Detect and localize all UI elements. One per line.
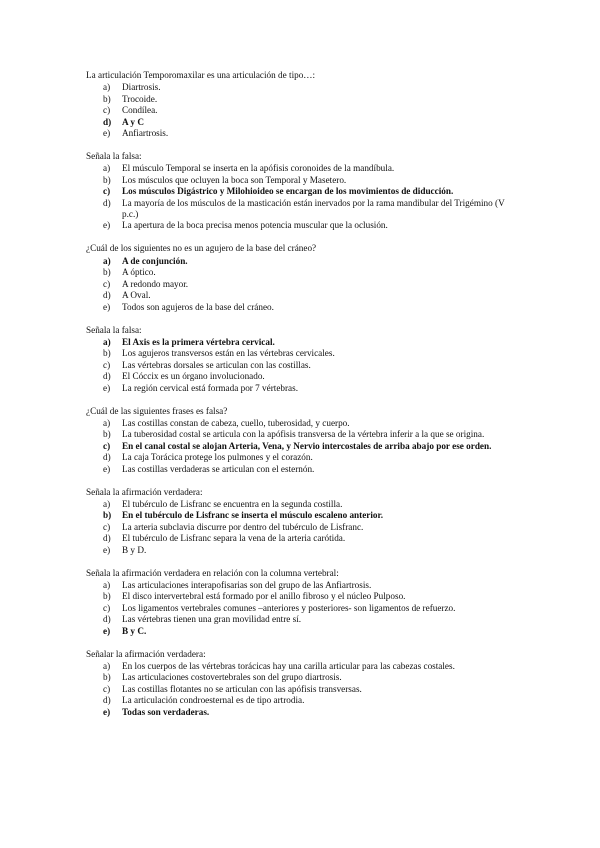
option-letter: c) [103, 683, 111, 694]
question-stem: La articulación Temporomaxilar es una articulación de tipo…: [86, 70, 316, 80]
answer-option [86, 279, 518, 290]
option-text: Anfiartrosis. [122, 128, 169, 139]
option-letter: b) [103, 267, 111, 278]
option-text: La caja Torácica protege los pulmones y el corazón. [122, 452, 313, 463]
question-block [86, 568, 518, 637]
question-stem: ¿Cuál de los siguientes no es un agujero de la base del cráneo? [86, 243, 317, 254]
option-text: A y C [122, 116, 144, 127]
question-block [86, 649, 518, 718]
option-text: La arteria subclavia discurre por dentro del tubérculo de Lisfranc. [122, 521, 364, 532]
option-text: La apertura de la boca precisa menos potencia muscular que la oclusión. [122, 220, 388, 231]
option-letter: e) [103, 382, 111, 393]
answer-option-correct [86, 441, 518, 452]
answer-option [86, 198, 518, 221]
answer-option [86, 545, 518, 556]
answer-option [86, 603, 518, 614]
option-letter: e) [103, 625, 111, 636]
option-letter: c) [103, 186, 111, 197]
option-letter: d) [103, 695, 111, 706]
answer-option-correct [86, 626, 518, 637]
answer-option [86, 383, 518, 394]
answer-option [86, 220, 518, 231]
option-letter: a) [103, 336, 111, 347]
option-letter: d) [103, 614, 111, 625]
answer-option [86, 452, 518, 463]
option-text: El Axis es la primera vértebra cervical. [122, 336, 275, 347]
option-text: Las vértebras tienen una gran movilidad entre sí. [122, 614, 302, 625]
option-letter: a) [103, 580, 111, 590]
option-text: Los agujeros transversos están en las vértebras cervicales. [122, 348, 335, 359]
answer-option-correct [86, 510, 518, 521]
option-text: Los músculos que ocluyen la boca son Temporal y Masetero. [122, 174, 347, 185]
option-text: A redondo mayor. [122, 278, 189, 289]
answer-option [86, 267, 518, 278]
question-stem: Señalar la afirmación verdadera: [86, 648, 206, 659]
option-text: Las costillas flotantes no se articulan con las apófisis transversas. [122, 683, 362, 694]
option-letter: e) [103, 301, 111, 312]
option-text: En el tubérculo de Lisfranc se inserta el músculo escaleno anterior. [122, 510, 384, 521]
option-text: B y C. [122, 625, 147, 636]
option-text: Todos son agujeros de la base del cráneo. [122, 301, 274, 312]
option-text: El músculo Temporal se inserta en la apófisis coronoides de la mandíbula. [122, 163, 395, 174]
document-body [86, 70, 518, 730]
answer-option [86, 418, 518, 429]
answer-option [86, 672, 518, 683]
option-letter: c) [103, 440, 111, 451]
answer-option-correct [86, 117, 518, 128]
answer-option [86, 522, 518, 533]
option-text: Condílea. [122, 105, 158, 116]
option-text: Diartrosis. [122, 82, 161, 93]
question-stem: Señala la afirmación verdadera: [86, 486, 203, 497]
option-letter: d) [103, 116, 112, 127]
option-letter: d) [103, 371, 111, 382]
question-block [86, 151, 518, 232]
question-block [86, 70, 518, 139]
option-text: La tuberosidad costal se articula con la apófisis transversa de la vértebra inferir a la que se origina. [122, 429, 485, 440]
option-text: En el canal costal se alojan Arteria, Vena, y Nervio intercostales de arriba abajo por ese orden. [122, 440, 492, 451]
answer-option [86, 163, 518, 174]
answer-option [86, 429, 518, 440]
option-text: La mayoría de los músculos de la masticación están inervados por la rama mandibular del Trigémino (V p.c.) [122, 197, 505, 220]
option-letter: c) [103, 359, 111, 370]
option-text: El tubérculo de Lisfranc se encuentra en la segunda costilla. [122, 498, 343, 509]
answer-option [86, 499, 518, 510]
option-text: A óptico. [122, 267, 156, 278]
question-stem: ¿Cuál de las siguientes frases es falsa? [86, 405, 228, 416]
option-text: En los cuerpos de las vértebras torácicas hay una carilla articular para las cabezas costales. [122, 661, 455, 672]
option-text: Las vértebras dorsales se articulan con las costillas. [122, 359, 311, 370]
answer-option [86, 695, 518, 706]
option-text: Las costillas verdaderas se articulan con el esternón. [122, 463, 315, 474]
option-text: El Cóccix es un órgano involucionado. [122, 371, 265, 382]
option-text: El tubérculo de Lisfranc separa la vena de la arteria carótida. [122, 533, 346, 544]
option-letter: e) [103, 706, 111, 717]
question-block [86, 325, 518, 394]
option-letter: e) [103, 220, 111, 231]
answer-option [86, 128, 518, 139]
option-letter: b) [103, 174, 111, 185]
option-letter: a) [103, 82, 111, 93]
question-stem: Señala la falsa: [86, 151, 142, 162]
answer-option-correct [86, 186, 518, 197]
option-letter: a) [103, 255, 111, 266]
option-letter: e) [103, 544, 111, 555]
answer-option [86, 290, 518, 301]
question-block [86, 487, 518, 556]
option-letter: c) [103, 602, 111, 613]
option-letter: e) [103, 463, 111, 474]
answer-option-correct [86, 707, 518, 718]
option-letter: b) [103, 672, 111, 683]
option-letter: d) [103, 290, 111, 301]
option-letter: b) [103, 429, 111, 440]
question-block [86, 243, 518, 312]
option-letter: b) [103, 510, 112, 521]
option-letter: b) [103, 591, 111, 602]
option-text: Los ligamentos vertebrales comunes –anteriores y posteriores- son ligamentos de refuerzo. [122, 602, 456, 613]
answer-option-correct [86, 337, 518, 348]
answer-option [86, 82, 518, 93]
option-text: B y D. [122, 544, 147, 555]
option-letter: a) [103, 661, 111, 672]
option-letter: e) [103, 128, 111, 139]
option-letter: c) [103, 105, 111, 116]
answer-option [86, 371, 518, 382]
option-letter: d) [103, 533, 111, 544]
question-stem: Señala la falsa: [86, 324, 142, 335]
option-letter: a) [103, 163, 111, 174]
option-letter: a) [103, 417, 111, 428]
option-text: Trocoide. [122, 93, 158, 104]
answer-option [86, 580, 518, 591]
option-text: Las articulaciones interapofisarias son del grupo de las Anfiartrosis. [122, 580, 372, 590]
option-letter: c) [103, 278, 111, 289]
answer-option [86, 464, 518, 475]
option-text: Los músculos Digástrico y Milohioideo se encargan de los movimientos de diducción. [122, 186, 454, 197]
answer-option [86, 533, 518, 544]
option-text: La región cervical está formada por 7 vértebras. [122, 382, 299, 393]
answer-option [86, 302, 518, 313]
option-text: Todas son verdaderas. [122, 706, 210, 717]
option-text: La articulación condroesternal es de tipo artrodia. [122, 695, 305, 706]
option-text: Las costillas constan de cabeza, cuello, tuberosidad, y cuerpo. [122, 417, 350, 428]
option-text: El disco intervertebral está formado por el anillo fibroso y el núcleo Pulposo. [122, 591, 406, 602]
option-letter: d) [103, 452, 111, 463]
answer-option [86, 94, 518, 105]
answer-option [86, 348, 518, 359]
option-letter: b) [103, 348, 111, 359]
answer-option [86, 175, 518, 186]
option-text: A de conjunción. [122, 255, 188, 266]
answer-option [86, 684, 518, 695]
answer-option [86, 105, 518, 116]
question-stem: Señala la afirmación verdadera en relación con la columna vertebral: [86, 567, 339, 578]
option-letter: a) [103, 498, 111, 509]
option-text: A Oval. [122, 290, 151, 301]
question-block [86, 406, 518, 475]
answer-option [86, 614, 518, 625]
option-letter: c) [103, 521, 111, 532]
answer-option-correct [86, 256, 518, 267]
option-letter: b) [103, 93, 111, 104]
answer-option [86, 591, 518, 602]
answer-option [86, 360, 518, 371]
option-letter: d) [103, 197, 111, 208]
answer-option [86, 661, 518, 672]
option-text: Las articulaciones costovertebrales son del grupo diartrosis. [122, 672, 342, 683]
